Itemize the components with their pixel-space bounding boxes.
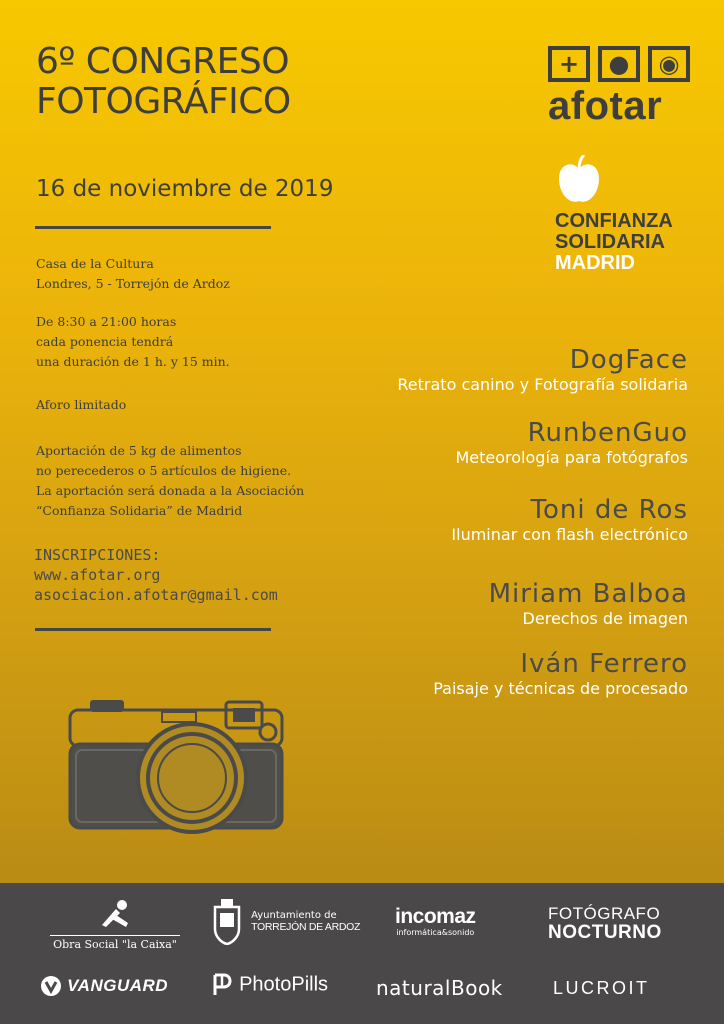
donation-info <box>36 441 304 521</box>
star-icon <box>98 899 132 929</box>
lacaixa-text: Obra Social "la Caixa" <box>50 935 180 951</box>
target-icon: ◉ <box>648 46 690 82</box>
venue-line-1: Casa de la Cultura <box>36 256 154 271</box>
confianza-line-3: MADRID <box>555 252 635 274</box>
photopills-icon <box>212 973 234 997</box>
capacity-info <box>36 395 126 415</box>
registration-website[interactable]: www.afotar.org <box>34 566 161 584</box>
speaker-topic: Retrato canino y Fotografía solidaria <box>397 375 688 394</box>
confianza-text <box>555 211 673 274</box>
venue-info <box>36 254 230 294</box>
speaker-name: Toni de Ros <box>530 495 688 525</box>
photopills-text: PhotoPills <box>239 973 329 996</box>
afotar-logo-icons <box>548 46 690 82</box>
speaker-item <box>489 579 688 628</box>
title-line-1: 6º CONGRESO <box>36 41 290 82</box>
speaker-item <box>397 345 688 394</box>
dot-icon: ● <box>598 46 640 82</box>
speaker-topic: Meteorología para fotógrafos <box>455 448 688 467</box>
speaker-topic: Paisaje y técnicas de procesado <box>433 679 688 698</box>
vanguard-icon <box>40 975 62 997</box>
plus-icon: + <box>548 46 590 82</box>
donation-line-2: no perecederos o 5 artículos de higiene. <box>36 463 292 478</box>
schedule-line-1: De 8:30 a 21:00 horas <box>36 314 177 329</box>
ayuntamiento-line-2: TORREJÓN DE ARDOZ <box>251 920 361 933</box>
registration-email[interactable]: asociacion.afotar@gmail.com <box>34 586 278 604</box>
fotografo-line-1: FOTÓGRAFO <box>548 904 661 923</box>
confianza-line-2: SOLIDARIA <box>555 231 665 253</box>
divider-top <box>35 226 271 229</box>
confianza-line-1: CONFIANZA <box>555 210 673 232</box>
event-date: 16 de noviembre de 2019 <box>36 176 334 202</box>
registration-heading: INSCRIPCIONES: <box>34 546 161 564</box>
lacaixa-logo <box>50 899 180 951</box>
confianza-solidaria-logo <box>555 155 673 274</box>
title-line-2: FOTOGRÁFICO <box>36 81 291 122</box>
speaker-name: Iván Ferrero <box>520 649 688 679</box>
afotar-logo <box>548 46 690 128</box>
speaker-topic: Derechos de imagen <box>522 609 688 628</box>
schedule-line-3: una duración de 1 h. y 15 min. <box>36 354 230 369</box>
vanguard-text: VANGUARD <box>67 976 169 995</box>
speaker-item <box>451 495 688 544</box>
event-title <box>36 42 291 122</box>
donation-line-4: “Confianza Solidaria” de Madrid <box>36 503 243 518</box>
schedule-line-2: cada ponencia tendrá <box>36 334 174 349</box>
incomaz-logo <box>395 907 476 937</box>
camera-icon <box>62 692 292 834</box>
divider-bottom <box>35 628 271 631</box>
lucroit-logo: LUCROIT <box>553 978 650 998</box>
speaker-item <box>433 649 688 698</box>
fotografo-line-2: NOCTURNO <box>548 922 662 943</box>
ayuntamiento-line-1: Ayuntamiento de <box>251 909 337 921</box>
donation-line-3: La aportación será donada a la Asociación <box>36 483 305 498</box>
shield-icon <box>212 897 242 945</box>
speaker-name: RunbenGuo <box>527 418 688 448</box>
apple-icon <box>555 155 603 207</box>
ayuntamiento-text <box>251 910 360 933</box>
incomaz-line-1: incomaz <box>395 905 476 928</box>
donation-line-1: Aportación de 5 kg de alimentos <box>36 443 242 458</box>
speaker-name: Miriam Balboa <box>488 579 688 609</box>
fotografo-nocturno-logo <box>548 905 662 942</box>
ayuntamiento-logo <box>212 897 360 945</box>
photopills-logo <box>212 973 328 997</box>
capacity-text: Aforo limitado <box>36 397 127 412</box>
speaker-item <box>455 418 688 467</box>
sponsors-bar <box>0 883 724 1024</box>
speaker-topic: Iluminar con flash electrónico <box>451 525 688 544</box>
speaker-name: DogFace <box>569 345 688 375</box>
registration-info <box>34 545 278 605</box>
incomaz-line-2: informática&sonido <box>396 928 475 937</box>
afotar-wordmark: afotar <box>548 84 663 128</box>
naturalbook-logo: naturalBook <box>376 976 503 1000</box>
schedule-info <box>36 312 230 372</box>
vanguard-logo <box>40 975 168 997</box>
venue-line-2: Londres, 5 - Torrejón de Ardoz <box>36 276 230 291</box>
